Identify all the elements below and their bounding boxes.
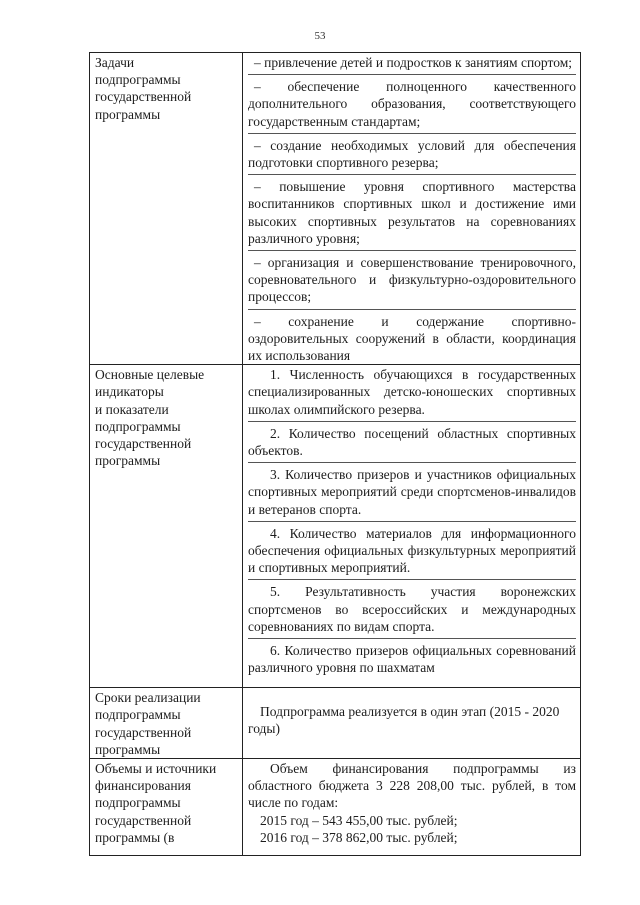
row-label-indicators bbox=[90, 365, 243, 688]
row-label-finance bbox=[90, 759, 243, 856]
indicators-content bbox=[243, 365, 581, 688]
indicators-label: Основные целевые индикаторы и показатели подпрограммы государственной программы bbox=[95, 367, 205, 469]
terms-content bbox=[243, 688, 581, 759]
page-number: 53 bbox=[314, 30, 326, 42]
indicator-item: 1. Численность обучающихся в государственных специализированных детско-юношеских спортивных школах олимпийского резерва. bbox=[248, 367, 576, 417]
table-row-indicators bbox=[90, 365, 581, 688]
tasks-content bbox=[243, 53, 581, 365]
indicator-item: 2. Количество посещений областных спортивных объектов. bbox=[248, 425, 576, 459]
tasks-label: Задачи подпрограммы государственной программы bbox=[95, 55, 192, 122]
divider bbox=[248, 579, 576, 580]
finance-year-line: 2016 год – 378 862,00 тыс. рублей; bbox=[260, 829, 458, 845]
table-row-tasks bbox=[90, 53, 581, 365]
task-item: – повышение уровня спортивного мастерства воспитанников спортивных школ и достижение ими высоких спортивных результатов на соревнованиях различного уровня; bbox=[248, 179, 576, 246]
finance-label: Объемы и источники финансирования подпрограммы государственной программы (в bbox=[95, 761, 217, 845]
row-label-tasks bbox=[90, 53, 243, 365]
indicator-item: 4. Количество материалов для информационного обеспечения официальных физкультурных мероприятий и спортивных мероприятий. bbox=[248, 525, 576, 576]
task-item: – создание необходимых условий для обеспечения подготовки спортивного резерва; bbox=[248, 137, 576, 171]
finance-year-line: 2015 год – 543 455,00 тыс. рублей; bbox=[260, 812, 458, 828]
finance-content bbox=[243, 759, 581, 856]
divider bbox=[248, 521, 576, 522]
indicator-item: 6. Количество призеров официальных соревнований различного уровня по шахматам bbox=[248, 643, 576, 676]
divider bbox=[248, 309, 576, 310]
divider bbox=[248, 638, 576, 639]
task-item: – обеспечение полноценного качественного дополнительного образования, соответствующего государственным стандартам; bbox=[248, 79, 576, 129]
task-item: – организация и совершенствование тренировочного, соревновательного и физкультурно-оздоровительного процессов; bbox=[248, 255, 576, 305]
indicator-item: 3. Количество призеров и участников официальных спортивных мероприятий среди спортсменов-инвалидов и ветеранов спорта. bbox=[248, 467, 576, 517]
divider bbox=[248, 421, 576, 422]
divider bbox=[248, 133, 576, 134]
terms-text: Подпрограмма реализуется в один этап (2015 - 2020 годы) bbox=[248, 704, 560, 737]
table-row-finance bbox=[90, 759, 581, 856]
divider bbox=[248, 250, 576, 251]
table-row-terms bbox=[90, 688, 581, 759]
row-label-terms bbox=[90, 688, 243, 759]
task-item: – сохранение и содержание спортивно-оздоровительных сооружений в области, координация их использования bbox=[248, 313, 576, 364]
divider bbox=[248, 462, 576, 463]
indicator-item: 5. Результативность участия воронежских спортсменов во всероссийских и международных соревнованиях по видам спорта. bbox=[248, 584, 576, 634]
divider bbox=[248, 74, 576, 75]
terms-label: Сроки реализации подпрограммы государственной программы bbox=[95, 690, 201, 757]
divider bbox=[248, 174, 576, 175]
finance-intro: Объем финансирования подпрограммы из областного бюджета 3 228 208,00 тыс. рублей, в том числе по годам: bbox=[248, 761, 576, 811]
task-item: – привлечение детей и подростков к занятиям спортом; bbox=[254, 55, 573, 70]
passport-table bbox=[89, 52, 581, 856]
